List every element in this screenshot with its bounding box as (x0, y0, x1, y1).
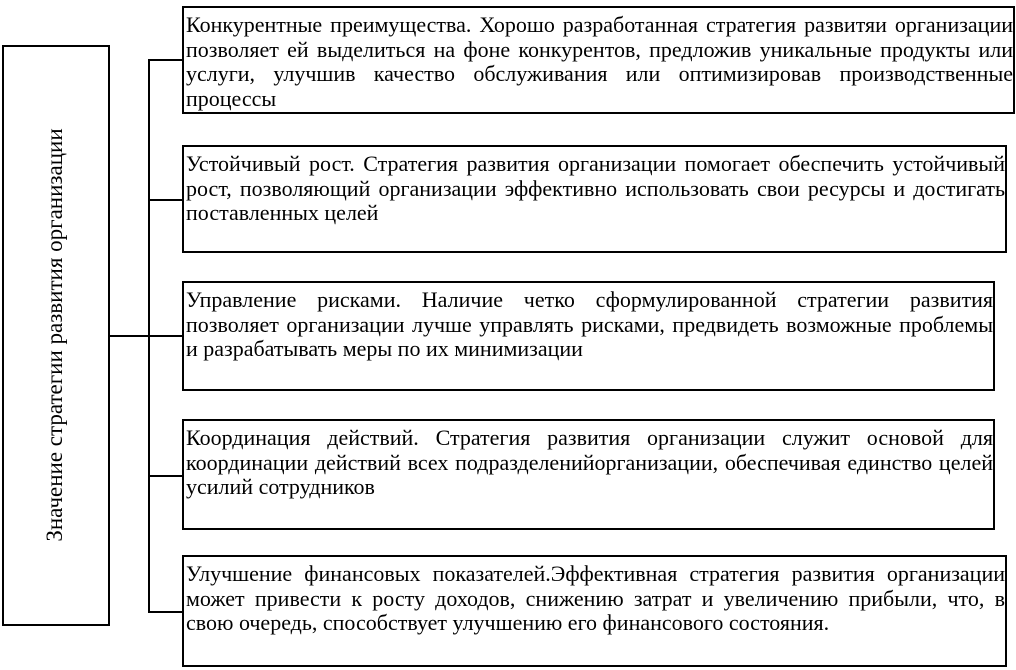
connector-branch-1 (148, 59, 184, 61)
connector-branch-3 (148, 335, 184, 337)
connector-main-horizontal (110, 335, 150, 337)
item-box-risk-management: Управление рисками. Наличие четко сформулированной стратегии развития позволяет организации лучше управлять рисками, предвидеть возможные проблемы и разрабатывать меры по их минимизации (182, 281, 995, 391)
central-concept-label: Значение стратегии развития организации (42, 128, 67, 542)
item-box-financial-improvement: Улучшение финансовых показателей.Эффективная стратегия развития организации может привести к росту доходов, снижению затрат и увеличению прибыли, что, в свою очередь, способствует улучшению его финансового состояния. (182, 555, 1007, 667)
connector-branch-2 (148, 199, 184, 201)
connector-branch-5 (148, 611, 184, 613)
item-box-competitive-advantages: Конкурентные преимущества. Хорошо разработанная стратегия развитяи организации позволяет ей выделиться на фоне конкурентов, предложив уникальные продукты или услуги, улучшив качество обслуживания или оптимизировав производственные процессы (182, 6, 1015, 114)
item-box-sustainable-growth: Устойчивый рост. Стратегия развития организации помогает обеспечить устойчивый рост, позволяющий организации эффективно использовать свои ресурсы и достигать поставленных целей (182, 145, 1007, 253)
connector-branch-4 (148, 475, 184, 477)
item-box-action-coordination: Координация действий. Стратегия развития организации служит основой для координации действий всех подразделенийорганизации, обеспечивая единство целей усилий сотрудников (182, 419, 995, 530)
